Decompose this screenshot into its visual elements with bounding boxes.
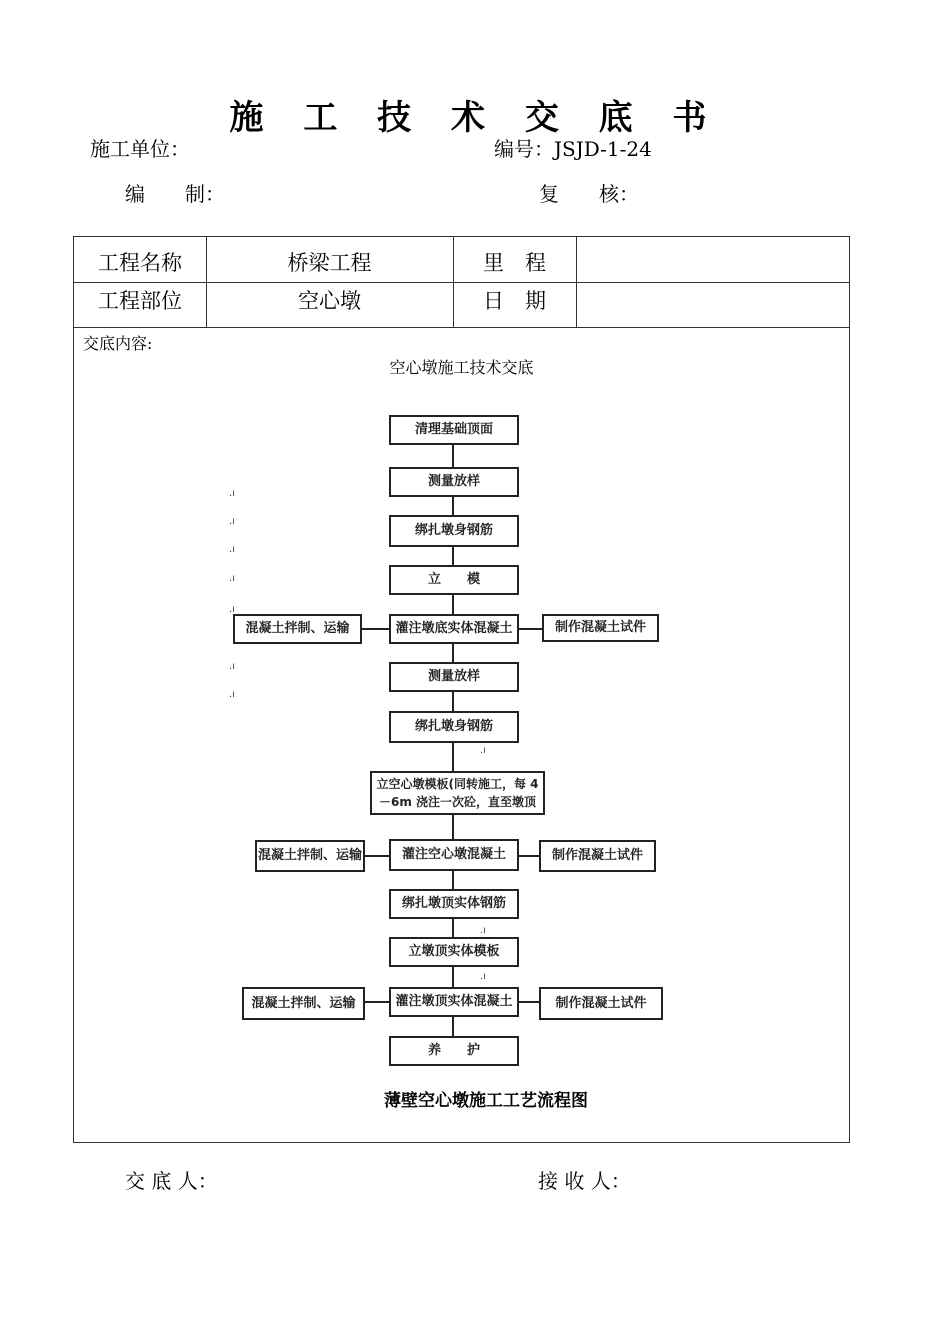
date-label: 日 期: [483, 289, 546, 313]
flow-step: 灌注墩顶实体混凝土: [389, 987, 519, 1017]
paragraph-mark: .ı: [480, 925, 486, 936]
flow-step: 灌注空心墩混凝土: [389, 839, 519, 871]
handover-person-label: 交 底 人：: [125, 1169, 218, 1193]
flowchart-caption: 薄壁空心墩施工工艺流程图: [384, 1091, 588, 1111]
flow-step: 养 护: [389, 1036, 519, 1066]
flow-step: 立 模: [389, 565, 519, 595]
serial-number: 编号：JSJD-1-24: [494, 137, 652, 161]
table-divider: [74, 327, 849, 328]
flow-step: 灌注墩底实体混凝土: [389, 614, 519, 644]
flow-side-step-right: 制作混凝土试件: [542, 614, 659, 642]
flow-side-step-right: 制作混凝土试件: [539, 987, 663, 1020]
table-divider: [74, 282, 849, 283]
paragraph-mark: .ı: [229, 689, 235, 700]
document-title: 施 工 技 术 交 底 书: [229, 98, 721, 138]
paragraph-mark: .ı: [229, 573, 235, 584]
paragraph-mark: .ı: [229, 661, 235, 672]
flow-side-step-left: 混凝土拌制、运输: [233, 614, 362, 644]
flow-step: 清理基础顶面: [389, 415, 519, 445]
flow-step: 绑扎墩身钢筋: [389, 515, 519, 547]
paragraph-mark: .ı: [480, 971, 486, 982]
compiled-by-label: 编 制：: [125, 182, 225, 206]
paragraph-mark: .ı: [229, 516, 235, 527]
flow-side-step-left: 混凝土拌制、运输: [255, 840, 365, 872]
receiver-label: 接 收 人：: [538, 1169, 631, 1193]
project-part-value: 空心墩: [298, 289, 361, 313]
flow-step: 立空心墩模板(同转施工，每 4－6m 浇注一次砼，直至墩顶: [370, 771, 545, 815]
flow-side-step-left: 混凝土拌制、运输: [242, 987, 365, 1020]
project-name-value: 桥梁工程: [287, 251, 372, 275]
project-name-label: 工程名称: [98, 251, 182, 275]
construction-unit-label: 施工单位：: [90, 137, 190, 161]
flow-step: 绑扎墩顶实体钢筋: [389, 889, 519, 919]
flow-step: 测量放样: [389, 662, 519, 692]
flow-side-step-right: 制作混凝土试件: [539, 840, 656, 872]
paragraph-mark: .ı: [480, 745, 486, 756]
content-title: 空心墩施工技术交底: [389, 358, 534, 377]
content-label: 交底内容:: [83, 334, 153, 353]
mileage-label: 里 程: [483, 251, 546, 275]
flow-step: 绑扎墩身钢筋: [389, 711, 519, 743]
flow-step: 测量放样: [389, 467, 519, 497]
flow-step: 立墩顶实体模板: [389, 937, 519, 967]
project-part-label: 工程部位: [98, 289, 182, 313]
paragraph-mark: .ı: [229, 488, 235, 499]
paragraph-mark: .ı: [229, 544, 235, 555]
paragraph-mark: .ı: [229, 604, 235, 615]
reviewed-by-label: 复 核：: [539, 182, 639, 206]
